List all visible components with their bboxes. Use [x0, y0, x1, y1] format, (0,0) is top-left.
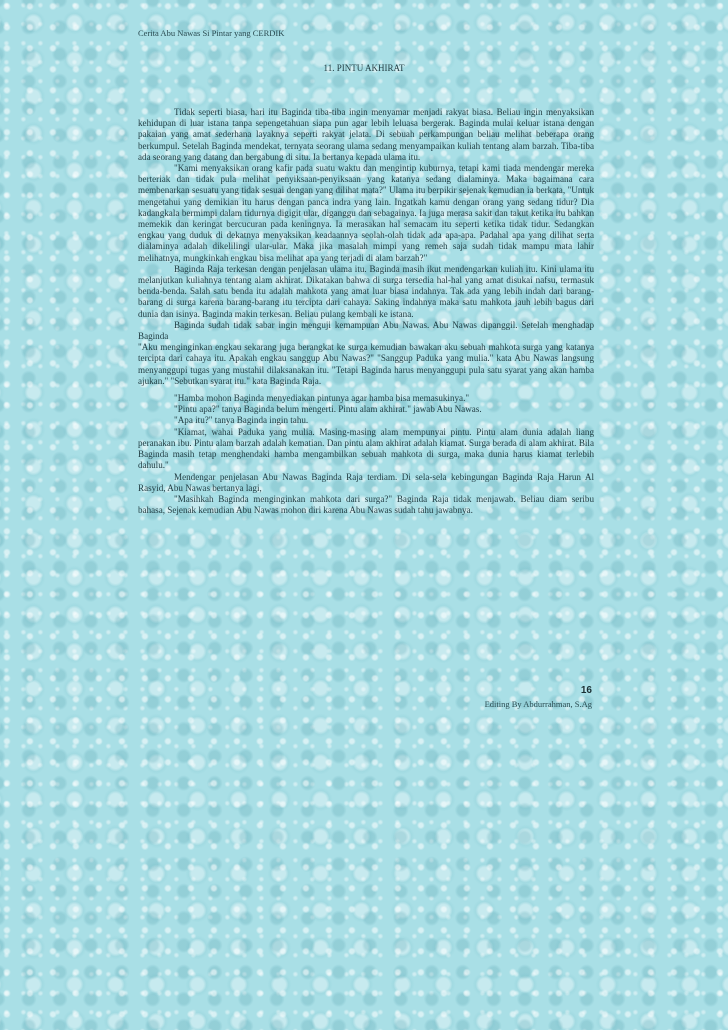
page-number: 16	[580, 685, 592, 696]
footer-credit: Editing By Abdurrahman, S.Ag	[484, 699, 592, 709]
paragraph: Baginda sudah tidak sabar ingin menguji kemampuan Abu Nawas. Abu Nawas dipanggil. Setelah menghadap Baginda	[138, 319, 594, 342]
paragraph: "Pintu apa?" tanya Baginda belum mengerti. Pintu alam akhirat." jawab Abu Nawas.	[174, 404, 482, 415]
paragraph: "Kiamat, wahai Paduka yang mulia. Masing-masing alam mempunyai pintu. Pintu alam dunia adalah liang peranakan ibu. Pintu alam barzah adalah kematian. Dan pintu alam akhirat adalah kiamat. Surga berada di alam akhirat. Bila Baginda masih tetap menghendaki hamba mengambilkan sebuah mahkota di surga, maka dunia harus kiamat terlebih dahulu."	[138, 426, 594, 471]
paragraph: "Aku menginginkan engkau sekarang juga berangkat ke surga kemudian bawakan aku sebuah mahkota surga yang katanya tercipta dari cahaya itu. Apakah engkau sanggup Abu Nawas?" "Sanggup Paduka yang mulia." kata Abu Nawas langsung menyanggupi tugas yang mustahil dilaksanakan itu. "Tetapi Baginda harus menyanggupi pula satu syarat yang akan hamba ajukan." "Sebutkan syarat itu." kata Baginda Raja.	[138, 342, 594, 386]
paragraph: "Kami menyaksikan orang kafir pada suatu waktu dan mengintip kuburnya, tetapi kami tiada mendengar mereka berteriak dan tidak pula melihat penyiksaan-penyiksaan yang katanya sedang dialaminya. Maka bagaimana cara membenarkan sesuatu yang tidak sesuai dengan yang dilihat mata?" Ulama itu berpikir sejenak kemudian ia berkata, "Untuk mengetahui yang demikian itu harus dengan panca indra yang lain. Ingatkah kamu dengan orang yang sedang tidur? Dia kadangkala bermimpi dalam tidurnya digigit ular, diganggu dan sebagainya. Ia juga merasa sakit dan takut ketika itu bahkan memekik dan keringat bercucuran pada keningnya. Ia merasakan hal semacam itu seperti ketika tidak tidur. Sedangkan engkau yang duduk di dekatnya menyaksikan keadaannya seolah-olah tidak ada apa-apa. Padahal apa yang dilihat serta dialaminya adalah dikelilingi ular-ular. Maka jika masalah mimpi yang remeh saja sudah tidak mampu mata lahir melihatnya, mungkinkah engkau bisa melihat apa yang terjadi di alam barzah?"	[138, 163, 594, 263]
paragraph: Baginda Raja terkesan dengan penjelasan ulama itu. Baginda masih ikut mendengarkan kuliah itu. Kini ulama itu melanjutkan kuliahnya tentang alam akhirat. Dikatakan bahwa di surga tersedia hal-hal yang amat disukai nafsu, termasuk benda-benda. Salah satu benda itu adalah mahkota yang amat luar biasa indahnya. Tak ada yang lebih indah dari barang-barang di surga karena barang-barang itu tercipta dari cahaya. Saking indahnya maka satu mahkota jauh lebih bagus dari dunia dan isinya. Baginda makin terkesan. Beliau pulang kembali ke istana.	[138, 263, 594, 319]
running-header: Cerita Abu Nawas Si Pintar yang CERDIK	[138, 28, 285, 38]
paragraph: "Hamba mohon Baginda menyediakan pintunya agar hamba bisa memasukinya."	[174, 393, 470, 404]
paragraph: "Apa itu?" tanya Baginda ingin tahu.	[174, 415, 309, 426]
chapter-title: 11. PINTU AKHIRAT	[323, 63, 405, 73]
body-text	[138, 107, 594, 516]
paragraph: Tidak seperti biasa, hari itu Baginda tiba-tiba ingin menyamar menjadi rakyat biasa. Beliau ingin menyaksikan kehidupan di luar istana tanpa sepengetahuan siapa pun agar lebih leluasa bergerak. Baginda mulai keluar istana dengan pakaian yang amat sederhana layaknya seperti rakyat jelata. Di sebuah perkampungan beliau melihat beberapa orang berkumpul. Setelah Baginda mendekat, ternyata seorang ulama sedang menyampaikan kuliah tentang alam barzah. Tiba-tiba ada seorang yang datang dan bergabung di situ. Ia bertanya kepada ulama itu.	[138, 107, 594, 162]
paragraph: Mendengar penjelasan Abu Nawas Baginda Raja terdiam. Di sela-sela kebingungan Baginda Raja Harun Al Rasyid, Abu Nawas bertanya lagi,	[138, 471, 594, 493]
paragraph: "Masihkah Baginda menginginkan mahkota dari surga?" Baginda Raja tidak menjawab. Beliau diam seribu bahasa, Sejenak kemudian Abu Nawas mohon diri karena Abu Nawas sudah tahu jawabnya.	[138, 493, 594, 516]
